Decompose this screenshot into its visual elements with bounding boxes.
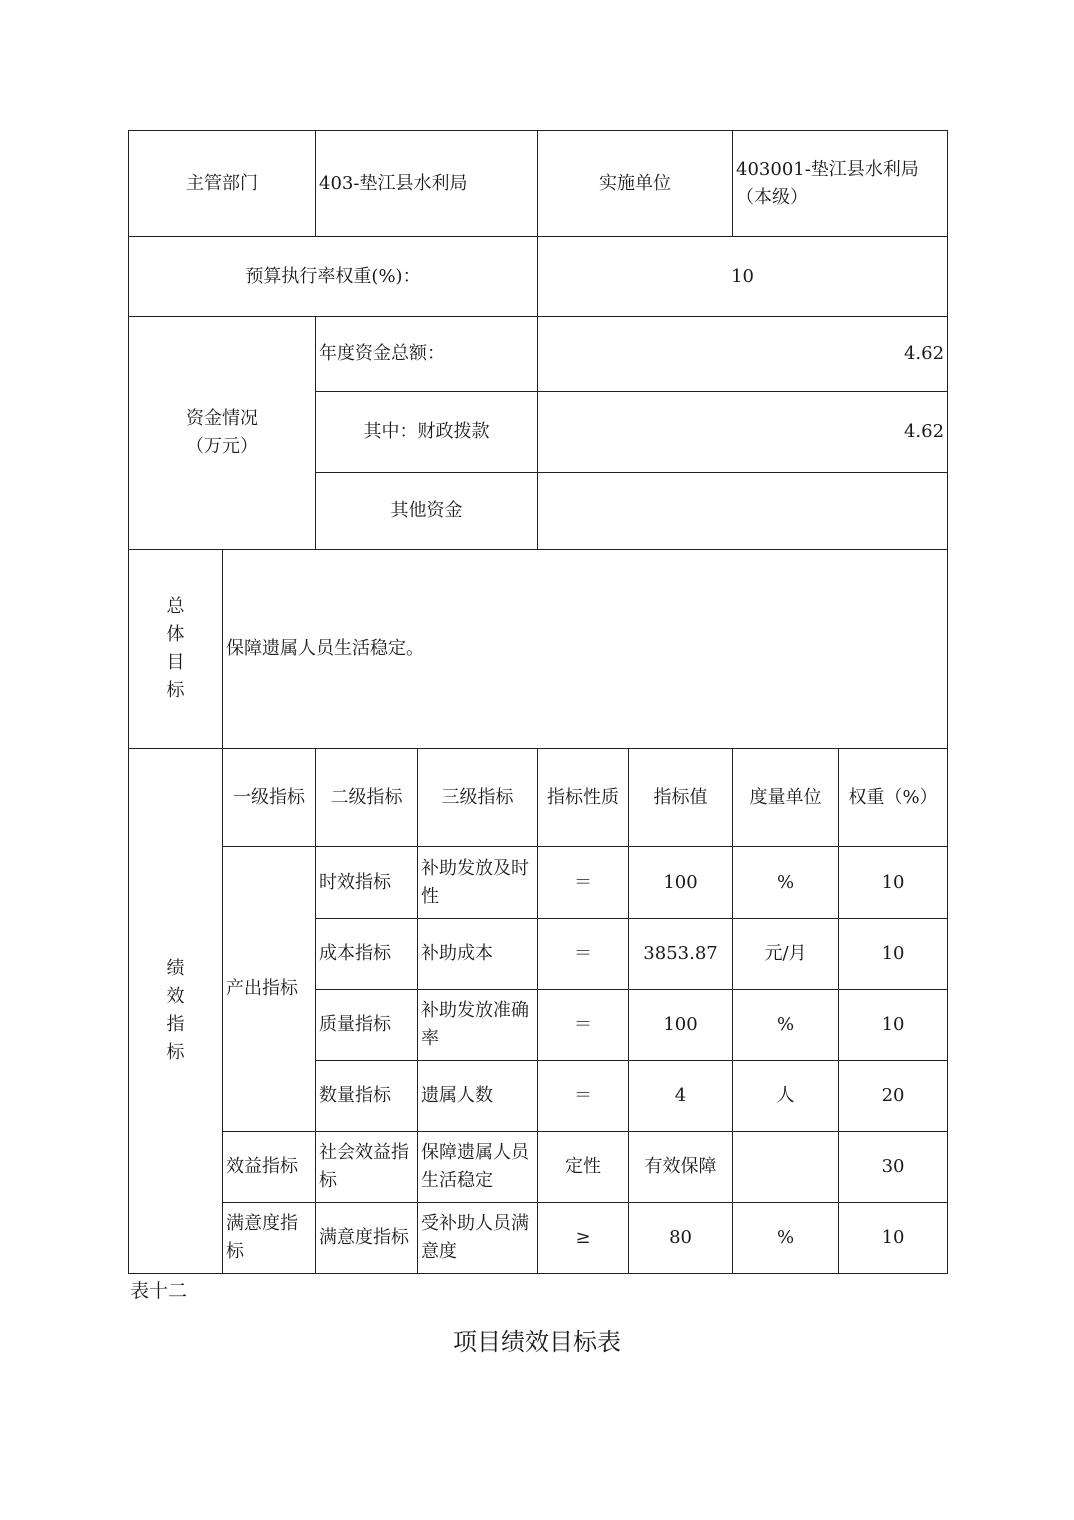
funds-total-label: 年度资金总额： bbox=[316, 317, 538, 392]
funds-fiscal-value: 4.62 bbox=[538, 392, 948, 473]
indicator-label-char: 效 bbox=[166, 986, 185, 1007]
dept-value: 403-垫江县水利局 bbox=[316, 131, 538, 237]
funds-total-row bbox=[129, 317, 948, 392]
indicator-label-char: 指 bbox=[166, 1014, 185, 1035]
performance-target-table bbox=[128, 130, 948, 1274]
table-row bbox=[129, 847, 948, 919]
level3-cell: 补助发放准确率 bbox=[418, 990, 538, 1061]
nature-cell: ≥ bbox=[538, 1203, 629, 1274]
indicator-header-row bbox=[129, 749, 948, 847]
benefit-indicator-label: 效益指标 bbox=[223, 1132, 316, 1203]
indicator-label-char: 标 bbox=[166, 1042, 185, 1063]
page-title: 项目绩效目标表 bbox=[453, 1328, 621, 1356]
goal-label-char: 总 bbox=[166, 596, 185, 617]
nature-cell: ＝ bbox=[538, 919, 629, 990]
funds-total-value: 4.62 bbox=[538, 317, 948, 392]
funds-other-value bbox=[538, 473, 948, 550]
goal-label-char: 标 bbox=[166, 680, 185, 701]
level3-cell: 补助发放及时性 bbox=[418, 847, 538, 919]
value-cell: 80 bbox=[629, 1203, 733, 1274]
indicator-label bbox=[129, 749, 223, 1274]
level3-cell: 遗属人数 bbox=[418, 1061, 538, 1132]
nature-cell: ＝ bbox=[538, 847, 629, 919]
column-header: 二级指标 bbox=[316, 749, 418, 847]
dept-label: 主管部门 bbox=[129, 131, 316, 237]
level2-cell: 成本指标 bbox=[316, 919, 418, 990]
value-cell: 3853.87 bbox=[629, 919, 733, 990]
weight-cell: 10 bbox=[839, 990, 948, 1061]
unit-label: 实施单位 bbox=[538, 131, 733, 237]
level2-cell: 数量指标 bbox=[316, 1061, 418, 1132]
funds-label-line1: 资金情况 bbox=[186, 408, 258, 429]
budget-row bbox=[129, 237, 948, 317]
table-row bbox=[129, 1132, 948, 1203]
level2-cell: 满意度指标 bbox=[316, 1203, 418, 1274]
unit-cell: % bbox=[733, 847, 839, 919]
weight-cell: 10 bbox=[839, 1203, 948, 1274]
nature-cell: 定性 bbox=[538, 1132, 629, 1203]
table-row bbox=[129, 1203, 948, 1274]
funds-fiscal-label: 其中：财政拨款 bbox=[316, 392, 538, 473]
value-cell: 100 bbox=[629, 990, 733, 1061]
unit-value: 403001-垫江县水利局（本级） bbox=[733, 131, 948, 237]
column-header: 指标值 bbox=[629, 749, 733, 847]
column-header: 三级指标 bbox=[418, 749, 538, 847]
funds-label bbox=[129, 317, 316, 550]
weight-cell: 10 bbox=[839, 919, 948, 990]
column-header: 一级指标 bbox=[223, 749, 316, 847]
unit-cell: 人 bbox=[733, 1061, 839, 1132]
unit-cell bbox=[733, 1132, 839, 1203]
table-caption: 表十二 bbox=[130, 1280, 188, 1302]
goal-text: 保障遗属人员生活稳定。 bbox=[223, 550, 948, 749]
header-row bbox=[129, 131, 948, 237]
column-header: 度量单位 bbox=[733, 749, 839, 847]
value-cell: 4 bbox=[629, 1061, 733, 1132]
satisfaction-indicator-label: 满意度指标 bbox=[223, 1203, 316, 1274]
level3-cell: 保障遗属人员生活稳定 bbox=[418, 1132, 538, 1203]
level3-cell: 受补助人员满意度 bbox=[418, 1203, 538, 1274]
output-indicator-label: 产出指标 bbox=[223, 847, 316, 1132]
goal-label-char: 目 bbox=[166, 652, 185, 673]
goal-label-char: 体 bbox=[166, 624, 185, 645]
value-cell: 有效保障 bbox=[629, 1132, 733, 1203]
budget-weight-label: 预算执行率权重(%)： bbox=[129, 237, 538, 317]
level2-cell: 质量指标 bbox=[316, 990, 418, 1061]
funds-label-line2: （万元） bbox=[186, 436, 258, 457]
value-cell: 100 bbox=[629, 847, 733, 919]
level3-cell: 补助成本 bbox=[418, 919, 538, 990]
level2-cell: 社会效益指标 bbox=[316, 1132, 418, 1203]
unit-cell: % bbox=[733, 1203, 839, 1274]
unit-cell: 元/月 bbox=[733, 919, 839, 990]
nature-cell: ＝ bbox=[538, 1061, 629, 1132]
funds-other-label: 其他资金 bbox=[316, 473, 538, 550]
goal-label bbox=[129, 550, 223, 749]
unit-cell: % bbox=[733, 990, 839, 1061]
indicator-label-char: 绩 bbox=[166, 958, 185, 979]
weight-cell: 10 bbox=[839, 847, 948, 919]
column-header: 指标性质 bbox=[538, 749, 629, 847]
weight-cell: 20 bbox=[839, 1061, 948, 1132]
level2-cell: 时效指标 bbox=[316, 847, 418, 919]
nature-cell: ＝ bbox=[538, 990, 629, 1061]
column-header: 权重（%） bbox=[839, 749, 948, 847]
budget-weight-value: 10 bbox=[538, 237, 948, 317]
goal-row bbox=[129, 550, 948, 749]
weight-cell: 30 bbox=[839, 1132, 948, 1203]
